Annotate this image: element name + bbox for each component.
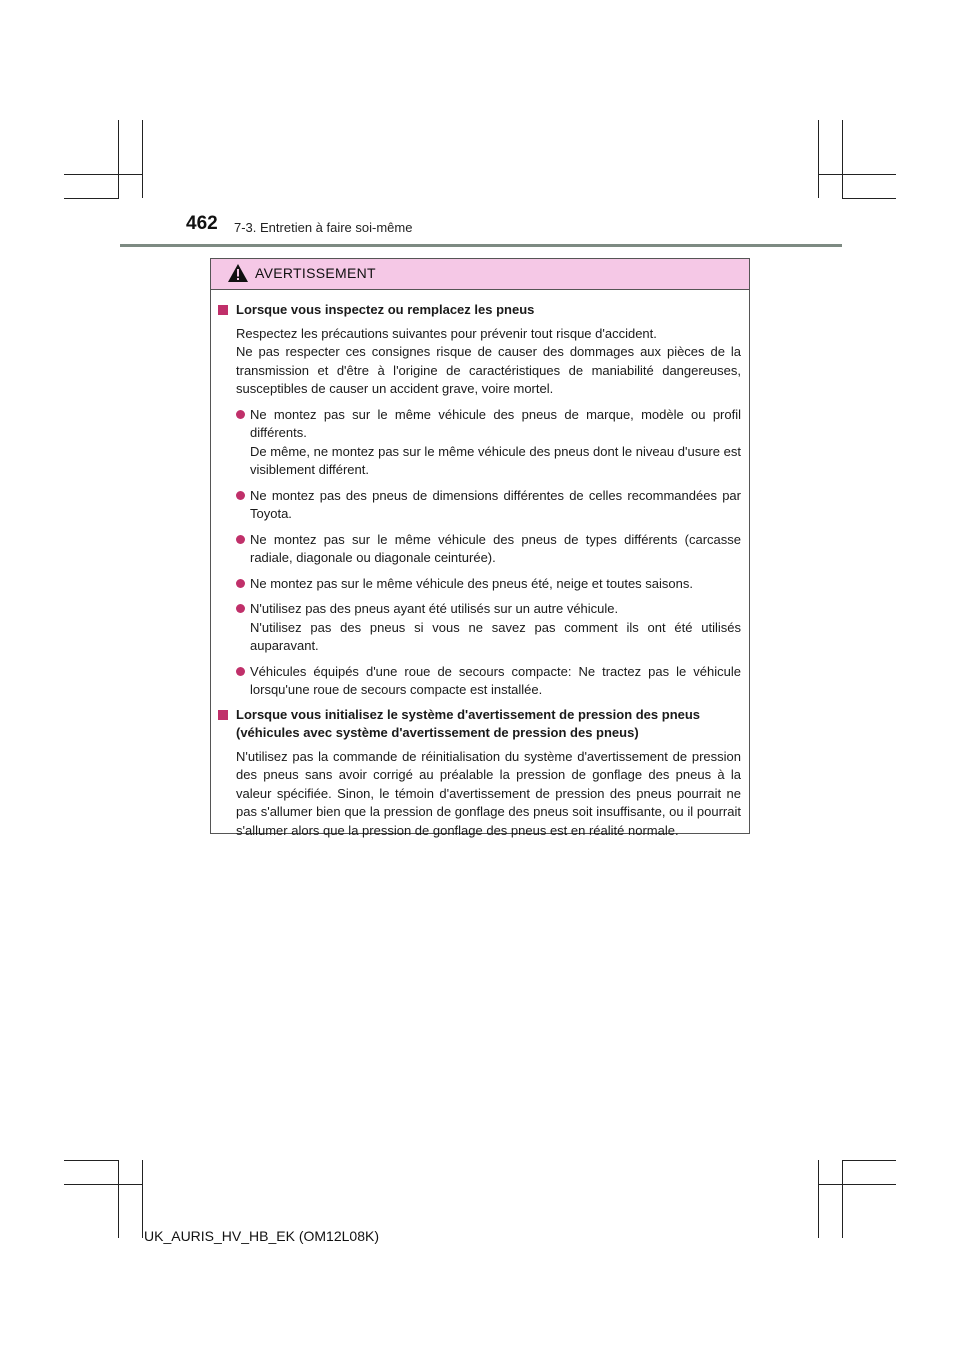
crop-mark — [818, 174, 896, 175]
crop-mark — [64, 174, 142, 175]
square-bullet-icon — [218, 710, 228, 720]
crop-mark — [64, 198, 119, 199]
round-bullet-icon — [236, 535, 245, 544]
paragraph — [236, 748, 741, 841]
paragraph-line: Ne pas respecter ces consignes risque de causer des dommages aux pièces de la transmission et d'être à l'origine de caractéristiques de maniabilité dangereuses, susceptibles de causer un accident grave, voire mortel. — [236, 344, 741, 396]
warning-box — [210, 258, 750, 838]
document-code: UK_AURIS_HV_HB_EK (OM12L08K) — [144, 1228, 379, 1244]
crop-mark — [842, 1160, 896, 1161]
round-bullet-icon — [236, 604, 245, 613]
list-item-line: Ne montez pas sur le même véhicule des pneus de marque, modèle ou profil différents. — [250, 406, 741, 440]
section-heading-text: Lorsque vous initialisez le système d'avertissement de pression des pneus (véhicules avec système d'avertissement de pression des pneus) — [236, 706, 701, 740]
crop-mark — [142, 120, 143, 198]
list-item-line: Ne montez pas des pneus de dimensions différentes de celles recommandées par Toyota. — [250, 487, 741, 521]
round-bullet-icon — [236, 667, 245, 676]
list-item-line: Véhicules équipés d'une roue de secours compacte: Ne tractez pas le véhicule lorsqu'une roue de secours compacte est installée. — [250, 663, 741, 697]
warning-body — [211, 290, 749, 840]
paragraph-line: Respectez les précautions suivantes pour prévenir tout risque d'accident. — [236, 325, 657, 341]
warning-header — [211, 259, 749, 290]
list-item — [250, 600, 741, 656]
header-rule — [120, 244, 842, 247]
list-item — [250, 531, 741, 568]
crop-mark — [842, 120, 843, 198]
list-item-line: N'utilisez pas des pneus ayant été utilisés sur un autre véhicule. — [250, 601, 619, 616]
crop-mark — [818, 1184, 896, 1185]
list-item — [250, 487, 741, 524]
round-bullet-icon — [236, 579, 245, 588]
square-bullet-icon — [218, 305, 228, 315]
round-bullet-icon — [236, 491, 245, 500]
section-heading-text: Lorsque vous inspectez ou remplacez les pneus — [236, 302, 535, 317]
section-heading — [218, 301, 741, 320]
warning-triangle-icon — [227, 263, 249, 283]
crop-mark — [64, 1160, 119, 1161]
list-item — [250, 663, 741, 700]
warning-title: AVERTISSEMENT — [255, 265, 376, 281]
section-title: 7-3. Entretien à faire soi-même — [234, 220, 413, 235]
round-bullet-icon — [236, 410, 245, 419]
list-item — [250, 406, 741, 480]
list-item-line: De même, ne montez pas sur le même véhicule des pneus dont le niveau d'usure est visiblement différent. — [250, 443, 741, 477]
crop-mark — [818, 120, 819, 198]
list-item-line: Ne montez pas sur le même véhicule des pneus de types différents (carcasse radiale, diagonale ou diagonale ceinturée). — [250, 531, 741, 565]
section-heading — [218, 706, 741, 743]
crop-mark — [118, 120, 119, 198]
list-item — [250, 575, 741, 594]
page-number: 462 — [186, 213, 218, 234]
list-item-line: N'utilisez pas des pneus si vous ne savez pas comment ils ont été utilisés auparavant. — [250, 619, 741, 653]
crop-mark — [842, 198, 896, 199]
crop-mark — [818, 1160, 819, 1238]
crop-mark — [842, 1160, 843, 1238]
crop-mark — [118, 1160, 119, 1238]
crop-mark — [142, 1160, 143, 1238]
paragraph — [236, 325, 741, 399]
paragraph-line: N'utilisez pas la commande de réinitialisation du système d'avertissement de pression des pneus sans avoir corrigé au préalable la pression de gonflage des pneus à la valeur spécifiée. Sinon, le témoin d'avertissement de pression des pneus pourrait ne pas s'allumer bien que la pression de gonflage des pneus soit insuffisante, ou il pourrait s'allumer alors que la pression de gonflage des pneus est en réalité normale. — [236, 748, 741, 838]
crop-mark — [64, 1184, 142, 1185]
list-item-line: Ne montez pas sur le même véhicule des pneus été, neige et toutes saisons. — [250, 575, 693, 591]
